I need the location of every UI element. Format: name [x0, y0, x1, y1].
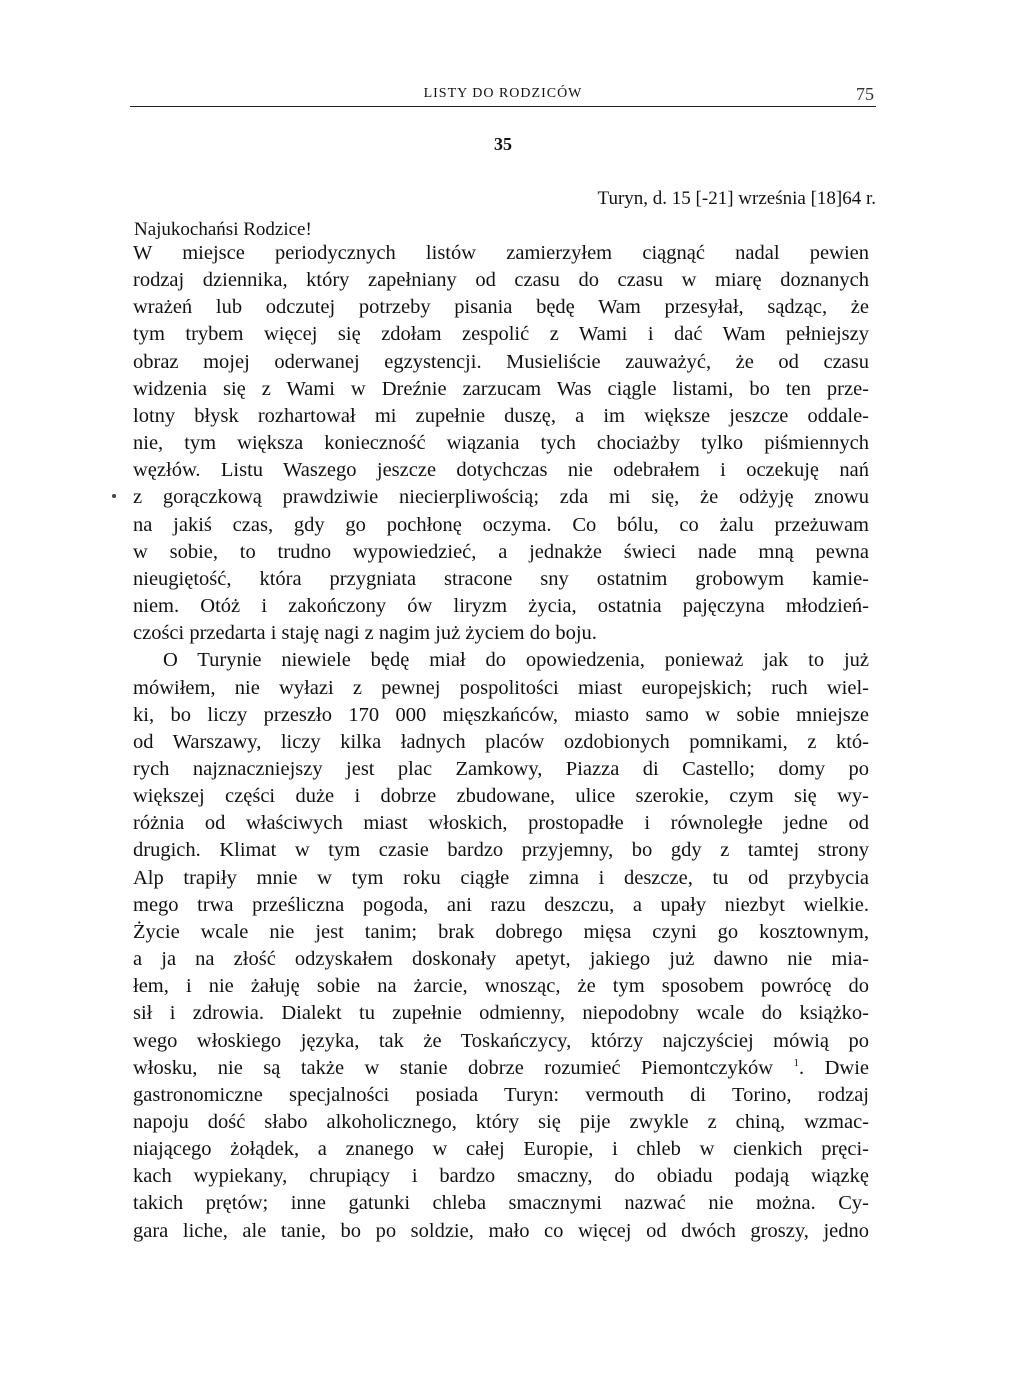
text-line: czości przedarta i staję nagi z nagim już życiem do boju.	[133, 622, 597, 645]
text-line: wego włoskiego języka, tak że Toskańczycy, którzy najczyściej mówią po	[133, 1029, 869, 1052]
text-line: obraz mojej oderwanej egzystencji. Musieliście zauważyć, że od czasu	[133, 350, 869, 373]
text-line: wrażeń lub odczutej potrzeby pisania będę Wam przesyłał, sądząc, że	[133, 296, 869, 319]
text-line: nieugiętość, która przygniata stracone sny ostatnim grobowym kamie-	[133, 567, 869, 590]
text-segment: . Dwie	[799, 1056, 870, 1079]
running-head	[130, 80, 876, 107]
footnote-marker[interactable]: 1	[793, 1056, 800, 1069]
text-line: mego trwa prześliczna pogoda, ani razu deszczu, a upały niezbyt wielkie.	[133, 893, 869, 916]
text-line: nie, tym większa konieczność wiązania tych chociażby tylko piśmiennych	[133, 432, 869, 455]
text-line: z gorączkową prawdziwie niecierpliwością; zda mi się, że odżyję znowu	[133, 486, 869, 509]
text-line: lotny błysk rozhartował mi zupełnie duszę, a im większe jeszcze oddale-	[133, 404, 869, 427]
paragraph-1	[133, 240, 869, 647]
text-line: gara liche, ale tanie, bo po soldzie, mało co więcej od dwóch groszy, jedno	[133, 1219, 869, 1242]
text-line: sił i zdrowia. Dialekt tu zupełnie odmienny, niepodobny wcale do książko-	[133, 1002, 869, 1025]
text-line: W miejsce periodycznych listów zamierzyłem ciągnąć nadal pewien	[133, 242, 869, 264]
margin-mark	[112, 494, 116, 498]
text-line: rych najznaczniejszy jest plac Zamkowy, Piazza di Castello; domy po	[133, 757, 869, 780]
text-line: na jakiś czas, gdy go pochłonę oczyma. Co bólu, co żalu przeżuwam	[133, 513, 869, 536]
text-line: Alp trapiły mnie w tym roku ciągłe zimna i deszcze, tu od przybycia	[133, 866, 869, 889]
text-line: O Turynie niewiele będę miał do opowiedzenia, ponieważ jak to już	[163, 649, 869, 672]
text-line-with-footnote	[133, 1055, 869, 1082]
text-line: mówiłem, nie wyłazi z pewnej pospolitości miast europejskich; ruch wiel-	[133, 676, 869, 699]
text-line: niem. Otóż i zakończony ów liryzm życia, ostatnia pajęczyna młodzień-	[133, 595, 869, 618]
text-line: kach wypiekany, chrupiący i bardzo smaczny, do obiadu podają wiązkę	[133, 1165, 869, 1188]
text-line: Życie wcale nie jest tanim; brak dobrego mięsa czyni go kosztownym,	[133, 920, 869, 943]
text-line: takich prętów; inne gatunki chleba smacznymi nazwać nie można. Cy-	[133, 1192, 869, 1215]
text-line: napoju dość słabo alkoholicznego, który się pije zwykle z chiną, wzmac-	[133, 1111, 869, 1133]
text-line: w sobie, to trudno wypowiedzieć, a jednakże świeci nade mną pewna	[133, 540, 869, 563]
text-line: drugich. Klimat w tym czasie bardzo przyjemny, bo gdy z tamtej strony	[133, 839, 869, 862]
text-line: gastronomiczne specjalności posiada Turyn: vermouth di Torino, rodzaj	[133, 1083, 869, 1106]
text-line: od Warszawy, liczy kilka ładnych placów ozdobionych pomnikami, z któ-	[133, 730, 869, 753]
letter-number: 35	[494, 134, 512, 154]
text-line: rodzaj dziennika, który zapełniany od czasu do czasu w miarę doznanych	[133, 269, 869, 292]
text-line: łem, i nie żałuję sobie na żarcie, wnosząc, że tym sposobem powrócę do	[133, 975, 869, 998]
dateline: Turyn, d. 15 [-21] września [18]64 r.	[597, 188, 876, 209]
text-line: widzenia się z Wami w Dreźnie zarzucam Was ciągle listami, bo ten prze-	[133, 377, 869, 400]
text-line: ki, bo liczy przeszło 170 000 mięszkańców, miasto samo w sobie mniejsze	[133, 703, 869, 726]
running-title: LISTY DO RODZICÓW	[423, 86, 583, 101]
text-line: a ja na złość odzyskałem doskonały apetyt, jakiego już dawno nie mia-	[133, 948, 869, 971]
text-line: różnia od właściwych miast włoskich, prostopadłe i równoległe jedne od	[133, 812, 869, 835]
text-line: węzłów. Listu Waszego jeszcze dotychczas nie odebrałem i oczekuję nań	[133, 459, 869, 482]
text-segment: włosku, nie są także w stanie dobrze rozumieć Piemontczyków	[133, 1056, 774, 1079]
text-line: tym trybem więcej się zdołam zespolić z Wami i dać Wam pełniejszy	[133, 323, 869, 346]
letter-body	[133, 240, 869, 1245]
salutation: Najukochańsi Rodzice!	[134, 219, 312, 240]
text-line: większej części duże i dobrze zbudowane, ulice szerokie, czym się wy-	[133, 785, 869, 808]
text-line: niającego żołądek, a znanego w całej Europie, i chleb w cienkich pręci-	[133, 1138, 869, 1161]
page-number: 75	[856, 84, 874, 104]
paragraph-2	[133, 647, 869, 1244]
